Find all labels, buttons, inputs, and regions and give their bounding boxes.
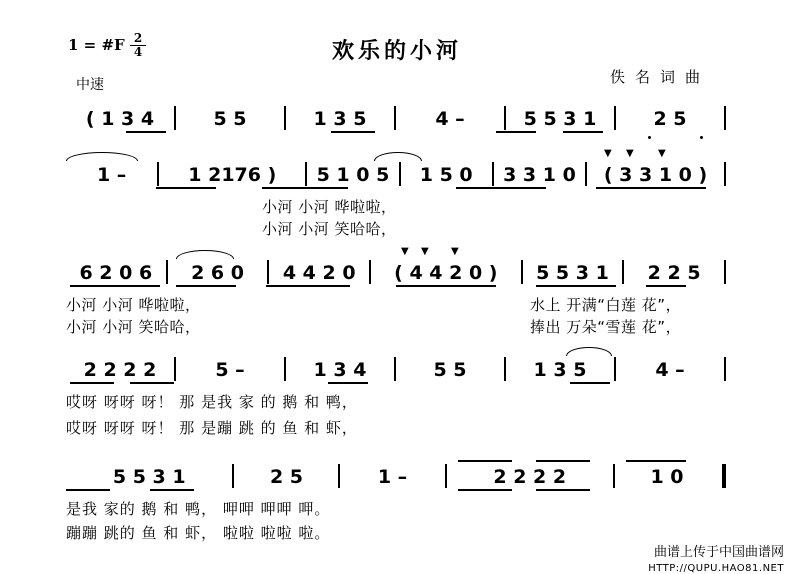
tempo-marking: 中速 bbox=[76, 77, 104, 93]
notation-line bbox=[66, 104, 726, 130]
lyric-verse-1: 小河 小河 哗啦啦， bbox=[66, 296, 201, 314]
octave-dot bbox=[648, 136, 651, 139]
beam bbox=[458, 460, 512, 462]
measure: 1 2176 ) bbox=[188, 164, 277, 186]
measure: ( 3 3 1 0 ) bbox=[603, 164, 708, 186]
barline bbox=[724, 260, 726, 284]
final-barline bbox=[722, 464, 726, 488]
measure: 2 2 2 2 bbox=[493, 466, 567, 488]
accent-mark: ▼ bbox=[421, 246, 429, 257]
beam bbox=[646, 285, 686, 287]
measure: 2 5 bbox=[653, 108, 687, 130]
measure: 5 5 bbox=[213, 108, 247, 130]
measure: 5 5 3 1 bbox=[536, 262, 609, 284]
accent-mark: ▼ bbox=[451, 246, 459, 257]
beam bbox=[626, 460, 686, 462]
beam bbox=[70, 382, 114, 384]
beam bbox=[596, 187, 706, 189]
lyric-verse-2-right: 捧出 万朵“雪莲 花”， bbox=[530, 318, 682, 336]
beam bbox=[66, 489, 110, 491]
measure: 5 5 3 1 bbox=[523, 108, 597, 130]
lyric-verse-2: 小河 小河 笑哈哈， bbox=[262, 220, 397, 238]
lyric-verse-2: 哎呀 呀呀 呀！ 那 是蹦 跳 的 鱼 和 虾， bbox=[66, 419, 358, 437]
notation-line bbox=[66, 462, 726, 488]
beam bbox=[458, 489, 512, 491]
beam bbox=[536, 285, 616, 287]
measure: 4 – bbox=[655, 359, 685, 381]
beam bbox=[266, 285, 350, 287]
beam bbox=[456, 187, 546, 189]
beam bbox=[126, 131, 166, 133]
lyric-verse-1-right: 水上 开满“白莲 花”， bbox=[530, 296, 682, 314]
lyric-verse-1: 哎呀 呀呀 呀！ 那 是我 家 的 鹅 和 鸭， bbox=[66, 393, 358, 411]
measure: 3 3 1 0 bbox=[503, 164, 576, 186]
site-name: 曲谱上传于中国曲谱网 bbox=[653, 545, 784, 560]
beam bbox=[570, 382, 610, 384]
notation-line bbox=[66, 258, 726, 284]
beam bbox=[563, 131, 603, 133]
barline bbox=[724, 162, 726, 186]
measure: 1 3 4 bbox=[313, 359, 367, 381]
measure: 2 2 5 bbox=[647, 262, 701, 284]
measure: 5 5 bbox=[433, 359, 467, 381]
measure: 4 4 2 0 bbox=[282, 262, 356, 284]
measure: ( 1 3 4 bbox=[85, 108, 155, 130]
slur bbox=[176, 250, 234, 259]
beam bbox=[130, 382, 174, 384]
measure: 1 3 5 bbox=[313, 108, 367, 130]
slur bbox=[66, 152, 138, 161]
notation-line bbox=[66, 355, 726, 381]
measure: 5 – bbox=[215, 359, 245, 381]
measure: 1 – bbox=[96, 164, 127, 186]
slur bbox=[374, 152, 422, 161]
beam bbox=[150, 489, 194, 491]
measure: 5 5 3 1 bbox=[112, 466, 186, 488]
beam bbox=[496, 131, 536, 133]
barline bbox=[724, 106, 726, 130]
barline bbox=[724, 357, 726, 381]
beam bbox=[328, 382, 368, 384]
lyric-verse-2: 蹦蹦 跳的 鱼 和 虾， 啦啦 啦啦 啦。 bbox=[66, 524, 331, 542]
site-url: HTTP://QUPU.HAO81.NET bbox=[648, 563, 784, 574]
measure: 2 6 0 bbox=[191, 262, 244, 284]
beam bbox=[262, 187, 348, 189]
beam bbox=[156, 187, 216, 189]
time-signature-top: 2 bbox=[130, 32, 146, 46]
measure: 1 – bbox=[377, 466, 408, 488]
measure: 6 2 0 6 bbox=[79, 262, 153, 284]
beam bbox=[331, 131, 375, 133]
lyric-verse-1: 是我 家的 鹅 和 鸭， 呷呷 呷呷 呷。 bbox=[66, 500, 331, 518]
accent-mark: ▼ bbox=[401, 246, 409, 257]
lyric-verse-2: 小河 小河 笑哈哈， bbox=[66, 318, 201, 336]
slur bbox=[566, 347, 612, 356]
beam bbox=[176, 285, 236, 287]
accent-mark: ▼ bbox=[604, 148, 612, 159]
beam bbox=[70, 285, 160, 287]
measure: 2 5 bbox=[269, 466, 303, 488]
beam bbox=[536, 460, 590, 462]
measure: 2 2 2 2 bbox=[83, 359, 157, 381]
measure: 4 – bbox=[435, 108, 465, 130]
time-signature-bottom: 4 bbox=[133, 45, 143, 59]
measure: 1 0 bbox=[650, 466, 684, 488]
notation-line bbox=[66, 160, 726, 186]
octave-dot bbox=[700, 136, 703, 139]
beam bbox=[536, 489, 590, 491]
lyric-verse-1: 小河 小河 哗啦啦， bbox=[262, 198, 397, 216]
beam bbox=[396, 285, 496, 287]
song-title: 欢乐的小河 bbox=[331, 38, 462, 64]
key-signature: 1 = #F bbox=[68, 36, 125, 54]
credit-line: 佚名词曲 bbox=[610, 68, 711, 86]
measure: 1 3 5 bbox=[533, 359, 587, 381]
accent-mark: ▼ bbox=[658, 148, 666, 159]
measure: 5 1 0 5 bbox=[316, 164, 390, 186]
measure: ( 4 4 2 0 ) bbox=[394, 262, 498, 284]
measure: 1 5 0 bbox=[419, 164, 473, 186]
accent-mark: ▼ bbox=[626, 148, 634, 159]
